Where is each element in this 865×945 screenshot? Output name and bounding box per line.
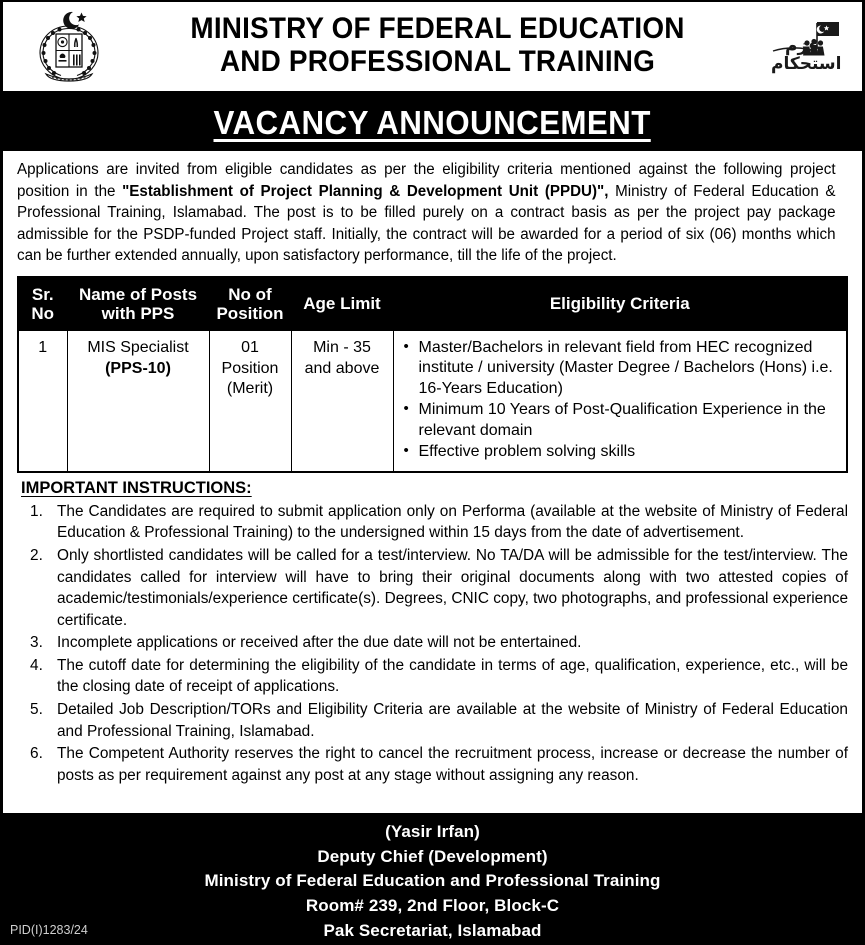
pid-reference-number: PID(I)1283/24 — [10, 923, 88, 937]
cell-post-name — [67, 330, 209, 472]
position-count: 01 — [241, 338, 259, 356]
intro-part-2: Ministry of Federal Education & Professional Training, Islamabad. The post is to be filled purely on a contract basis as per the project pay package admissible for the PSDP-funded Project staff. Initially, the contract will be awarded for a period of six (06) months which can be further extended annually, upon satisfactory performance, till the life of the project. — [17, 182, 836, 265]
instruction-item: The cutoff date for determining the eligibility of the candidate in terms of age, qualification, experience, etc., will be the closing date of receipt of applications. — [57, 656, 848, 696]
signatory-name: (Yasir Irfan) — [385, 822, 480, 841]
signatory-designation: Deputy Chief (Development) — [317, 846, 548, 866]
table-header-row — [18, 277, 847, 331]
instruction-item: The Competent Authority reserves the right to cancel the recruitment process, increase or decrease the number of posts as per requirement against any post at any stage without assigning any reason. — [57, 745, 848, 784]
instructions-list — [17, 501, 848, 786]
page-body — [3, 151, 862, 786]
table-row — [18, 330, 847, 472]
eligibility-item: • Master/Bachelors in relevant field from HEC recognized institute / university (Master Degree / Bachelors (Hons) i.e. 16-Years Education) — [419, 338, 843, 399]
cell-age-limit — [291, 330, 393, 472]
vacancy-table — [17, 276, 848, 473]
logo-urdu-azm: عزم — [785, 35, 820, 56]
cell-no-of-position — [209, 330, 291, 472]
instruction-item: Only shortlisted candidates will be called for a test/interview. No TA/DA will be admissible for the test/interview. The candidates called for interview will have to bring their original documents along with two attested copies of academic/testimonials/experience certificate(s). Degrees, CNIC copy, two photographs, and professional experience certificate. — [57, 547, 849, 629]
ministry-title-line-1: MINISTRY OF FEDERAL EDUCATION — [190, 12, 685, 46]
logo-urdu-istehkam: استحکام — [771, 53, 842, 74]
state-emblem-container — [3, 8, 135, 86]
signatory-ministry: Ministry of Federal Education and Professional Training — [204, 871, 661, 891]
eligibility-item: • Effective problem solving skills — [419, 442, 843, 462]
instruction-item: The Candidates are required to submit application only on Performa (available at the website of Ministry of Federal Education & Professional Training) to the undersigned within 15 days from the date of advertisement. — [57, 502, 848, 542]
intro-part-1: Applications are invited from eligible candidates as per the eligibility criteria mentioned against the following project position in the — [17, 161, 836, 200]
column-header-eligibility-criteria: Eligibility Criteria — [393, 277, 847, 331]
instruction-item: Incomplete applications or received after the due date will not be entertained. — [57, 634, 582, 652]
intro-paragraph — [17, 159, 836, 267]
column-header-no-of-position: No of Position — [209, 277, 291, 331]
column-header-age-limit: Age Limit — [291, 277, 393, 331]
state-emblem-of-pakistan-icon — [32, 8, 106, 86]
ministry-title-line-2: AND PROFESSIONAL TRAINING — [219, 44, 656, 78]
page-footer — [3, 813, 862, 943]
position-type: (Merit) — [226, 380, 274, 398]
age-limit-line-1: Min - 35 — [313, 338, 371, 356]
signatory-address: Pak Secretariat, Islamabad — [323, 920, 542, 940]
banner-title: VACANCY ANNOUNCEMENT — [213, 103, 652, 141]
eligibility-list — [398, 338, 843, 463]
position-word: Position — [221, 359, 279, 377]
column-header-name-of-posts: Name of Posts with PPS — [67, 277, 209, 331]
ministry-title — [135, 13, 740, 80]
intro-highlight: "Establishment of Project Planning & Development Unit (PPDU)", — [122, 182, 609, 200]
azm-e-istehkam-logo-icon — [755, 7, 847, 87]
signatory-room: Room# 239, 2nd Floor, Block-C — [305, 895, 560, 915]
cell-eligibility-criteria — [393, 330, 847, 472]
cell-sr-no: 1 — [18, 330, 67, 472]
post-pps-scale: (PPS-10) — [105, 359, 171, 377]
eligibility-item: • Minimum 10 Years of Post-Qualification Experience in the relevant domain — [419, 400, 843, 441]
column-header-sr-no: Sr. No — [18, 277, 67, 331]
vacancy-announcement-banner — [3, 94, 862, 151]
post-title: MIS Specialist — [87, 338, 189, 356]
page-header — [3, 2, 862, 94]
instruction-item: Detailed Job Description/TORs and Eligibility Criteria are available at the website of Ministry of Federal Education and Professional Training, Islamabad. — [57, 700, 848, 740]
azm-e-istehkam-logo-container — [740, 7, 862, 87]
instructions-heading: IMPORTANT INSTRUCTIONS: — [21, 478, 252, 497]
age-limit-line-2: and above — [304, 359, 380, 377]
